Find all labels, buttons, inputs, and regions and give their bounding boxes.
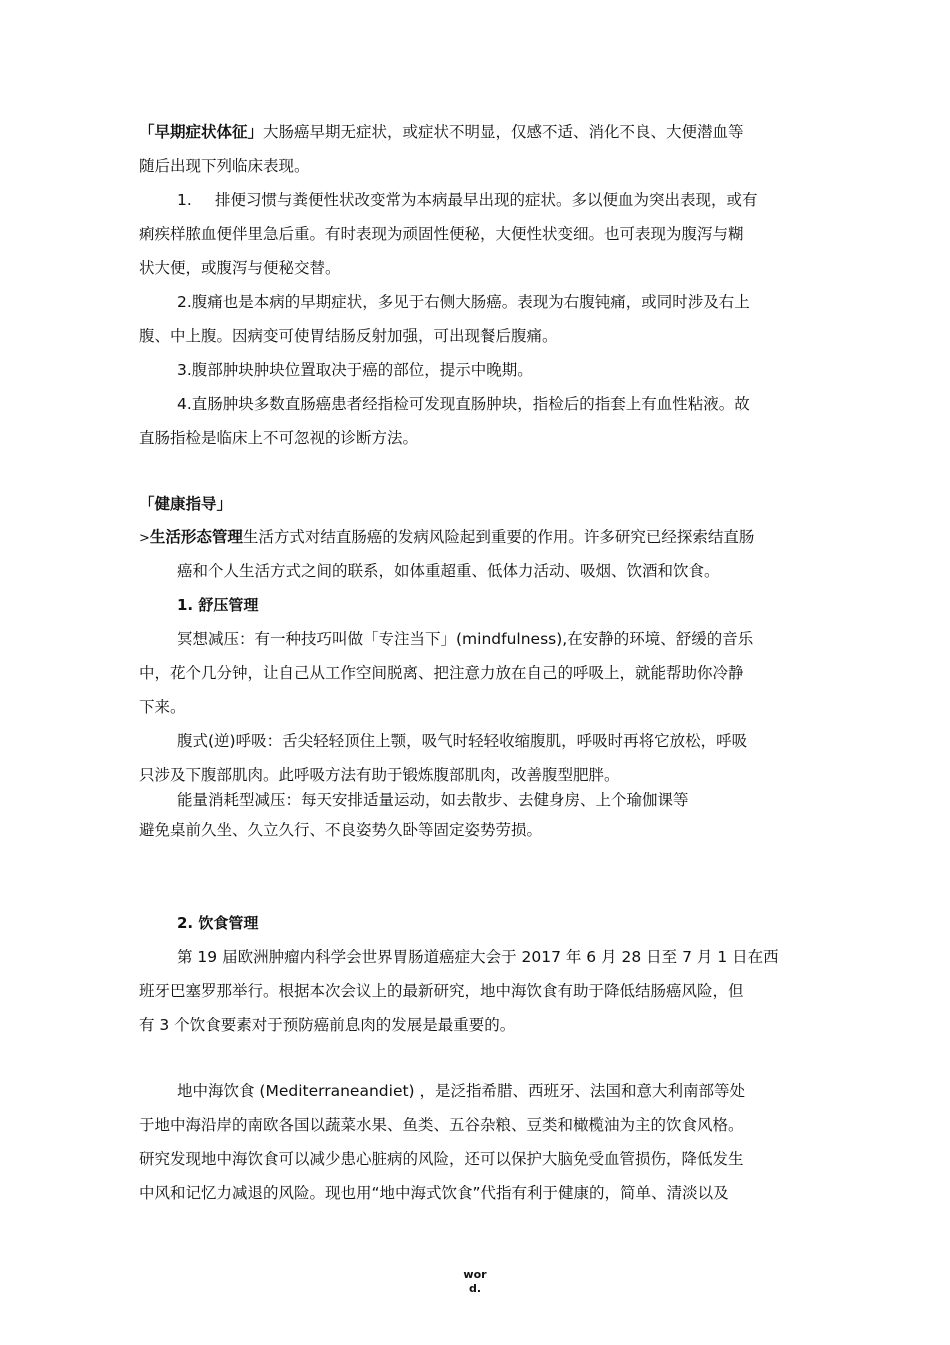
diet-heading: 2. 饮食管理 bbox=[177, 914, 259, 932]
conference-paragraph-line2: 班牙巴塞罗那举行。根据本次会议上的最新研究，地中海饮食有助于降低结肠癌风险，但 bbox=[139, 982, 744, 1000]
exercise-paragraph-line2: 避免桌前久坐、久立久行、不良姿势久卧等固定姿势劳损。 bbox=[139, 821, 543, 839]
symptom-item-1: 1. 排便习惯与粪便性状改变常为本病最早出现的症状。多以便血为突出表现，或有 bbox=[177, 191, 758, 209]
health-heading: 「健康指导」 bbox=[139, 495, 233, 513]
mediterranean-paragraph-line3: 研究发现地中海饮食可以减少患心脏病的风险，还可以保护大脑免受血管损伤，降低发生 bbox=[139, 1150, 744, 1168]
breathing-paragraph: 腹式(逆)呼吸：舌尖轻轻顶住上颚，吸气时轻轻收缩腹肌，呼吸时再将它放松，呼吸 bbox=[177, 732, 748, 750]
stress-heading: 1. 舒压管理 bbox=[177, 596, 259, 614]
symptom-item-4-line2: 直肠指检是临床上不可忽视的诊断方法。 bbox=[139, 429, 419, 447]
meditation-paragraph-line3: 下来。 bbox=[139, 698, 186, 716]
lifestyle-label: 生活形态管理 bbox=[149, 528, 243, 546]
mediterranean-paragraph-line2: 于地中海沿岸的南欧各国以蔬菜水果、鱼类、五谷杂粮、豆类和橄榄油为主的饮食风格。 bbox=[139, 1116, 744, 1134]
mediterranean-paragraph-line4: 中风和记忆力减退的风险。现也用“地中海式饮食”代指有利于健康的，简单、清淡以及 bbox=[139, 1184, 729, 1202]
footer-line1: wor bbox=[463, 1268, 487, 1281]
symptom-item-1-line3: 状大便，或腹泻与便秘交替。 bbox=[139, 259, 341, 277]
conference-paragraph-line3: 有 3 个饮食要素对于预防癌前息肉的发展是最重要的。 bbox=[139, 1016, 516, 1034]
exercise-paragraph: 能量消耗型减压：每天安排适量运动，如去散步、去健身房、上个瑜伽课等 bbox=[177, 791, 689, 809]
conference-paragraph: 第 19 届欧洲肿瘤内科学会世界胃肠道癌症大会于 2017 年 6 月 28 日至 7 月 1 日在西 bbox=[177, 948, 779, 966]
lifestyle-paragraph-line2: 癌和个人生活方式之间的联系，如体重超重、低体力活动、吸烟、饮酒和饮食。 bbox=[177, 562, 720, 580]
symptom-item-2-line2: 腹、中上腹。因病变可使胃结肠反射加强，可出现餐后腹痛。 bbox=[139, 327, 558, 345]
symptom-item-4: 4.直肠肿块多数直肠癌患者经指检可发现直肠肿块，指检后的指套上有血性粘液。故 bbox=[177, 395, 750, 413]
symptoms-intro: 「早期症状体征」大肠癌早期无症状，或症状不明显，仅感不适、消化不良、大便潜血等 bbox=[139, 123, 744, 141]
mediterranean-paragraph: 地中海饮食 (Mediterraneandiet) ，是泛指希腊、西班牙、法国和意大利南部等处 bbox=[177, 1082, 746, 1100]
breathing-paragraph-line2: 只涉及下腹部肌肉。此呼吸方法有助于锻炼腹部肌肉，改善腹型肥胖。 bbox=[139, 766, 620, 784]
symptom-item-2: 2.腹痛也是本病的早期症状，多见于右侧大肠癌。表现为右腹钝痛，或同时涉及右上 bbox=[177, 293, 750, 311]
footer-line2: d. bbox=[468, 1282, 482, 1295]
symptoms-intro-line2: 随后出现下列临床表现。 bbox=[139, 157, 310, 175]
meditation-paragraph: 冥想减压：有一种技巧叫做「专注当下」(mindfulness),在安静的环境、舒缓的音乐 bbox=[177, 630, 754, 648]
page-footer bbox=[440, 1268, 510, 1296]
symptoms-heading: 「早期症状体征」 bbox=[139, 123, 264, 141]
symptom-item-1-number: 1. bbox=[177, 191, 192, 209]
lifestyle-paragraph: >生活形态管理生活方式对结直肠癌的发病风险起到重要的作用。许多研究已经探索结直肠 bbox=[139, 528, 755, 546]
lifestyle-prefix: > bbox=[139, 531, 150, 546]
symptom-item-1-line2: 痢疾样脓血便伴里急后重。有时表现为顽固性便秘，大便性状变细。也可表现为腹泻与糊 bbox=[139, 225, 744, 243]
meditation-paragraph-line2: 中，花个几分钟，让自己从工作空间脱离、把注意力放在自己的呼吸上，就能帮助你冷静 bbox=[139, 664, 744, 682]
symptom-item-3: 3.腹部肿块肿块位置取决于癌的部位，提示中晚期。 bbox=[177, 361, 533, 379]
